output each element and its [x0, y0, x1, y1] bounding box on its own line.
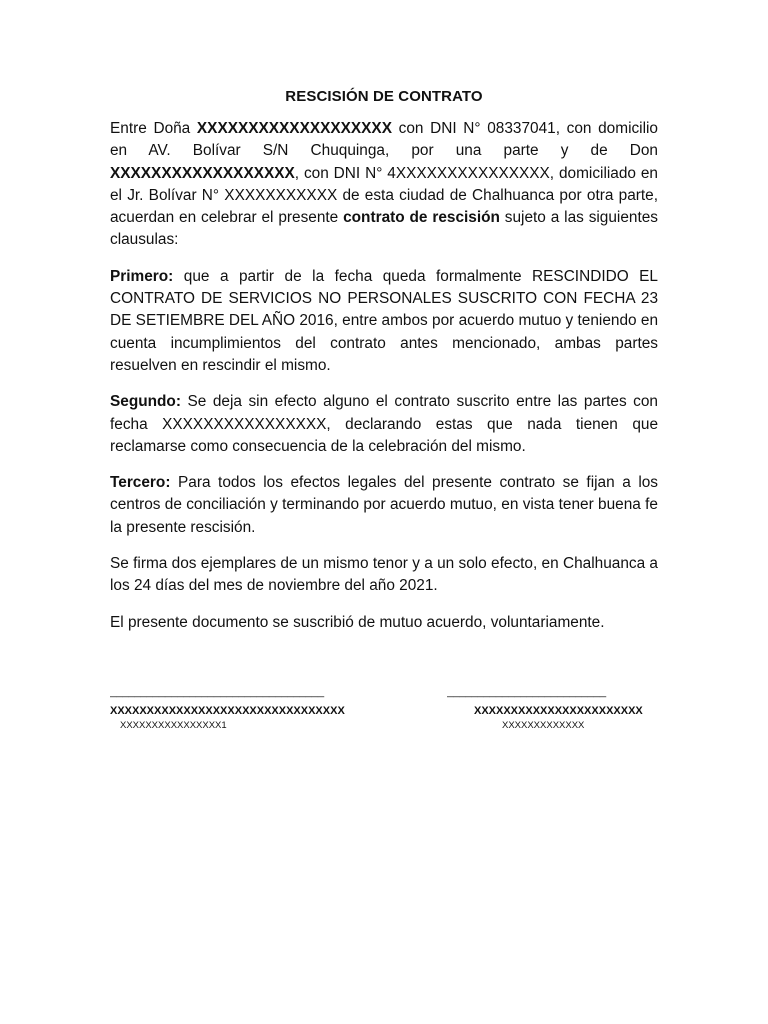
clause-label: Tercero:: [110, 474, 171, 492]
text-segment: , con DNI N° 4XXXXXXXXXXXXXXX, domiciliado en el Jr. Bolívar N° XXXXXXXXXXX de esta ciudad de Chalhuanca por otra parte, acuerdan en celebrar el presente: [110, 164, 658, 227]
clause-text: Se deja sin efecto alguno el contrato suscrito entre las partes con fecha XXXXXXXXXXXXXXXX, declarando estas que nada tienen que reclamarse como consecuencia de la celebración del mismo.: [110, 393, 658, 455]
clause-third: [110, 472, 658, 539]
signature-name-right: XXXXXXXXXXXXXXXXXXXXXXX: [474, 705, 643, 717]
paragraph-agreement: El presente documento se suscribió de mutuo acuerdo, voluntariamente.: [110, 613, 605, 631]
paragraph-signing: Se firma dos ejemplares de un mismo tenor y a un solo efecto, en Chalhuanca a los 24 días del mes de noviembre del año 2021.: [110, 555, 658, 595]
signature-id-left: XXXXXXXXXXXXXXXX1: [120, 720, 227, 731]
document-body: [110, 118, 658, 634]
bold-name-1: XXXXXXXXXXXXXXXXXXX: [196, 120, 392, 137]
bold-contract-term: contrato de rescisión: [343, 209, 500, 227]
clause-text: que a partir de la fecha queda formalmente RESCINDIDO EL CONTRATO DE SERVICIOS NO PERSONALES SUSCRITO CON FECHA 23 DE SETIEMBRE DEL AÑO 2016, entre ambos por acuerdo mutuo y teniendo en cuenta incumplimientos del contrato antes mencionado, ambas partes resuelven en rescindir el mismo.: [110, 267, 658, 374]
signature-id-right: XXXXXXXXXXXXX: [502, 720, 585, 731]
clause-text: Para todos los efectos legales del presente contrato se fijan a los centros de conciliación y terminando por acuerdo mutuo, en vista tener buena fe la presente rescisión.: [110, 474, 658, 536]
paragraph-parties: [110, 118, 658, 252]
text-segment: Entre Doña: [110, 120, 197, 137]
bold-name-2: XXXXXXXXXXXXXXXXXX: [110, 164, 295, 182]
clause-first: [110, 266, 658, 377]
text-segment: con DNI N° 08337041, con domicilio en AV. Bolívar S/N Chuquinga, por una parte y de Don: [110, 120, 658, 160]
clause-label: Primero:: [110, 267, 174, 285]
document-title: RESCISIÓN DE CONTRATO: [285, 88, 483, 105]
text-segment: sujeto a las siguientes clausulas:: [110, 209, 658, 249]
clause-label: Segundo:: [110, 393, 181, 411]
signature-line-right: __________________________: [447, 686, 607, 698]
clause-second: [110, 391, 658, 458]
signature-name-left: XXXXXXXXXXXXXXXXXXXXXXXXXXXXXXXX: [110, 705, 345, 717]
signature-line-left: ___________________________________: [110, 686, 325, 698]
